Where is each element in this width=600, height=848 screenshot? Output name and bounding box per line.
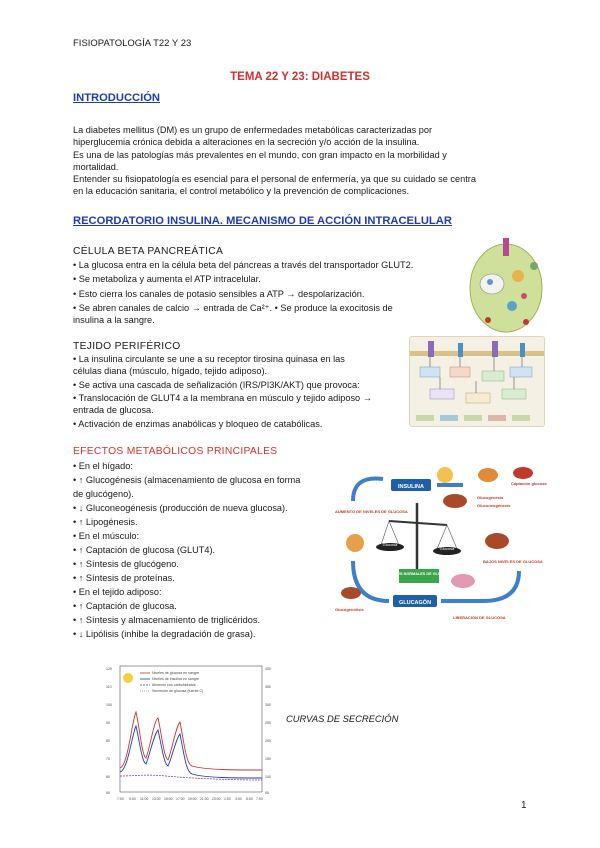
secretion-curves-chart xyxy=(106,660,278,804)
glucagon-label: GLUCAGÓN xyxy=(398,600,432,606)
svg-text:120: 120 xyxy=(106,667,112,671)
sugar-icon xyxy=(437,467,453,483)
liver-icon xyxy=(443,494,467,508)
pancreas-icon xyxy=(451,574,475,588)
svg-text:100: 100 xyxy=(106,703,112,707)
peripheral-line: • La insulina circulante se une a su receptor tirosina quinasa en las xyxy=(73,354,345,364)
peripheral-line: células diana (músculo, hígado, tejido adiposo). xyxy=(73,366,268,377)
beta-cell-title: CÉLULA BETA PANCREÁTICA xyxy=(73,246,224,257)
svg-text:Niveles de glucosa en sangre: Niveles de glucosa en sangre xyxy=(152,671,200,675)
svg-text:9:00: 9:00 xyxy=(129,797,136,801)
svg-text:11:00: 11:00 xyxy=(140,797,149,801)
svg-text:150: 150 xyxy=(265,757,271,761)
svg-text:350: 350 xyxy=(265,685,271,689)
svg-text:Glucosa: Glucosa xyxy=(439,546,455,551)
intro-paragraph xyxy=(73,124,476,198)
svg-text:Glucosa: Glucosa xyxy=(382,542,398,547)
muscle-icon xyxy=(513,467,533,479)
svg-text:Niveles de insulina en sangre: Niveles de insulina en sangre xyxy=(152,677,199,681)
svg-text:400: 400 xyxy=(265,667,271,671)
svg-text:90: 90 xyxy=(106,721,110,725)
svg-text:19:00: 19:00 xyxy=(188,797,197,801)
glucose-icon xyxy=(478,468,498,482)
svg-text:LIBERACIÓN DE GLUCOSA: LIBERACIÓN DE GLUCOSA xyxy=(453,615,506,620)
effects-line: • ↑ Captación de glucosa. xyxy=(73,601,177,611)
svg-text:7:00: 7:00 xyxy=(117,797,124,801)
effects-line: • ↑ Síntesis de proteínas. xyxy=(73,573,175,583)
peripheral-line: • Translocación de GLUT4 a la membrana en músculo y tejido adiposo → xyxy=(73,392,372,403)
svg-text:15:00: 15:00 xyxy=(164,797,173,801)
beta-cell-text xyxy=(73,259,413,326)
beta-line: • La glucosa entra en la célula beta del páncreas a través del transportador GLUT2. xyxy=(73,260,414,270)
food-icon xyxy=(346,534,364,552)
svg-text:80: 80 xyxy=(106,739,110,743)
svg-text:21:00: 21:00 xyxy=(200,797,209,801)
intro-line: hiperglucemia crónica debida a alteraciones en la secreción y/o acción de la insulina. xyxy=(73,137,420,148)
svg-text:23:00: 23:00 xyxy=(212,797,221,801)
beta-line: • Se metaboliza y aumenta el ATP intracelular. xyxy=(73,274,261,285)
intro-line: Entender su fisiopatología es esencial para el personal de enfermería, ya que su cuidado se centra xyxy=(73,174,476,185)
svg-text:200: 200 xyxy=(265,739,271,743)
beta-line: • Se abren canales de calcio → entrada de Ca²⁺. • Se produce la exocitosis de xyxy=(73,302,393,313)
svg-text:100: 100 xyxy=(265,775,271,779)
signaling-pathway-figure xyxy=(409,336,545,427)
svg-text:17:00: 17:00 xyxy=(176,797,185,801)
effects-line: • En el hígado: xyxy=(73,461,133,471)
intro-heading: INTRODUCCIÓN xyxy=(73,92,161,104)
effects-line: • ↑ Lipogénesis. xyxy=(73,517,138,527)
insulina-label: INSULINA xyxy=(398,484,424,490)
effects-line: • En el músculo: xyxy=(73,531,140,541)
intro-line: en la educación sanitaria, el control metabólico y la prevención de complicaciones. xyxy=(73,186,410,197)
peripheral-line: • Se activa una cascada de señalización (IRS/PI3K/AKT) que provoca: xyxy=(73,379,360,390)
effects-line: • ↑ Captación de glucosa (GLUT4). xyxy=(73,545,216,555)
svg-text:60: 60 xyxy=(106,775,110,779)
svg-text:3:00: 3:00 xyxy=(235,797,242,801)
peripheral-title: TEJIDO PERIFÉRICO xyxy=(73,341,181,352)
svg-text:Glucogenólisis: Glucogenólisis xyxy=(335,607,364,612)
peripheral-line: • Activación de enzimas anabólicas y bloqueo de catabólicas. xyxy=(73,419,323,430)
svg-text:13:00: 13:00 xyxy=(152,797,161,801)
svg-text:Gluconeogénesis: Gluconeogénesis xyxy=(477,503,511,508)
svg-text:Alimento con carbohidratos: Alimento con carbohidratos xyxy=(152,683,196,687)
liver-icon-3 xyxy=(341,587,361,599)
svg-text:BAJOS NIVELES DE GLUCOSA: BAJOS NIVELES DE GLUCOSA xyxy=(483,559,543,564)
svg-text:50: 50 xyxy=(106,791,110,795)
svg-text:Secreción de glucosa (fuente C: Secreción de glucosa (fuente C) xyxy=(152,689,204,693)
effects-line: • ↑ Glucogénesis (almacenamiento de glucosa en forma xyxy=(73,475,301,485)
svg-text:Glucogénesis: Glucogénesis xyxy=(477,495,504,500)
peripheral-text xyxy=(73,353,372,431)
effects-line: • ↓ Gluconeogénesis (producción de nueva glucosa). xyxy=(73,503,288,513)
effects-line: de glucógeno). xyxy=(73,489,134,499)
svg-text:AUMENTO DE NIVELES DE GLUCOSA: AUMENTO DE NIVELES DE GLUCOSA xyxy=(335,509,408,514)
beta-line: • Esto cierra los canales de potasio sensibles a ATP → despolarización. xyxy=(73,288,365,299)
effects-list xyxy=(73,459,300,641)
insulin-heading: RECORDATORIO INSULINA. MECANISMO DE ACCIÓN INTRACELULAR xyxy=(73,215,452,227)
page-number: 1 xyxy=(521,800,527,811)
svg-text:300: 300 xyxy=(265,703,271,707)
svg-text:Captación glucosa: Captación glucosa xyxy=(511,481,547,486)
page-title: TEMA 22 Y 23: DIABETES xyxy=(230,71,370,83)
svg-text:1:00: 1:00 xyxy=(224,797,231,801)
peripheral-line: entrada de glucosa. xyxy=(73,405,154,416)
svg-text:250: 250 xyxy=(265,721,271,725)
svg-text:7:00: 7:00 xyxy=(256,797,263,801)
effects-line: • ↑ Síntesis y almacenamiento de triglicéridos. xyxy=(73,615,261,625)
effects-line: • ↑ Síntesis de glucógeno. xyxy=(73,559,179,569)
svg-text:NIVELES NORMALES DE GLUCOSA: NIVELES NORMALES DE GLUCOSA xyxy=(386,572,452,576)
liver-icon-2 xyxy=(485,533,509,549)
svg-text:70: 70 xyxy=(106,757,110,761)
svg-text:110: 110 xyxy=(106,685,112,689)
beta-cell-figure xyxy=(468,236,544,338)
intro-line: mortalidad. xyxy=(73,161,119,172)
effects-line: • ↓ Lipólisis (inhibe la degradación de grasa). xyxy=(73,629,256,639)
sun-icon xyxy=(123,673,133,683)
effects-line: • En el tejido adiposo: xyxy=(73,587,162,597)
beta-line: insulina a la sangre. xyxy=(73,315,155,326)
intro-line: Es una de las patologías más prevalentes en el mundo, con gran impacto en la morbilidad y xyxy=(73,149,447,160)
glucose-balance-diagram xyxy=(333,461,547,622)
curves-caption: CURVAS DE SECRECIÓN xyxy=(286,713,399,724)
svg-text:5:00: 5:00 xyxy=(246,797,253,801)
intro-line: La diabetes mellitus (DM) es un grupo de enfermedades metabólicas caracterizadas por xyxy=(73,125,433,135)
effects-title: EFECTOS METABÓLICOS PRINCIPALES xyxy=(73,446,278,457)
svg-text:50: 50 xyxy=(265,791,269,795)
running-header: FISIOPATOLOGÍA T22 Y 23 xyxy=(73,38,192,49)
